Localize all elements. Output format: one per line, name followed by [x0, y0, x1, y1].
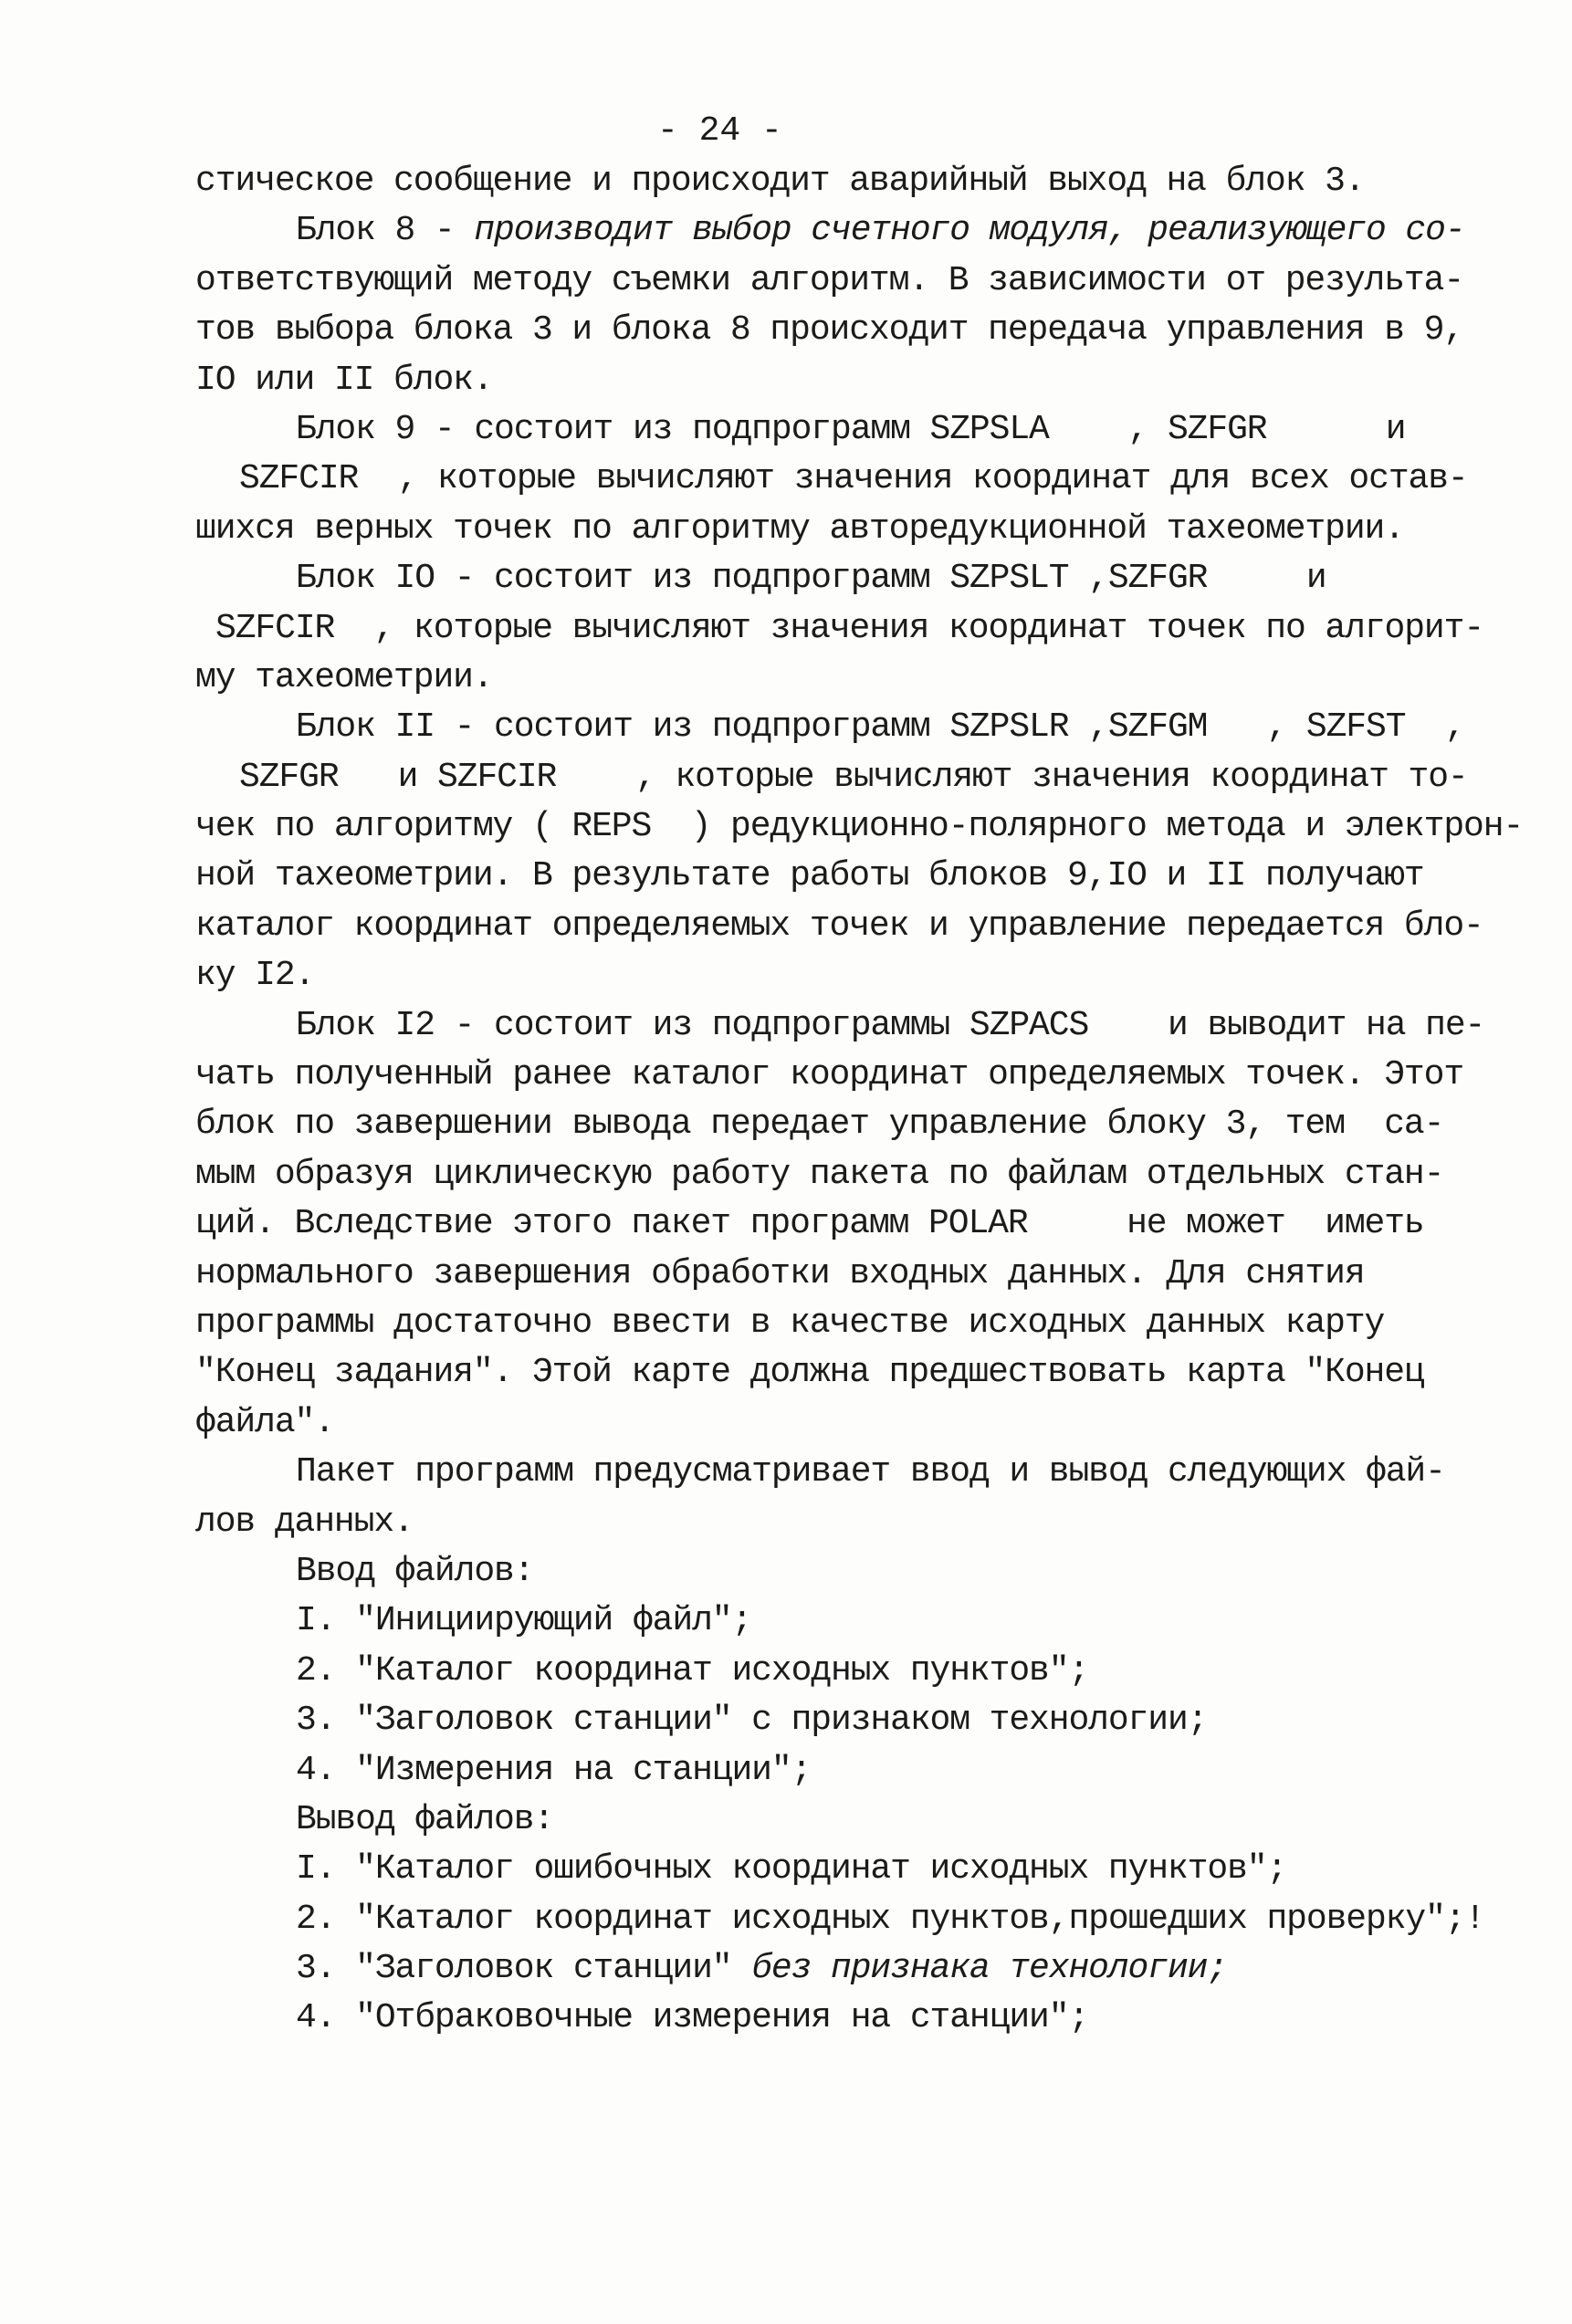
- text-line: SZFCIR , которые вычисляют значения координат точек по алгорит-: [215, 608, 1484, 648]
- text-line: Блок II - состоит из подпрограмм SZPSLR ,SZFGM , SZFST ,: [296, 707, 1465, 748]
- text-line: SZFGR и SZFCIR , которые вычисляют значения координат то-: [239, 757, 1468, 797]
- text-line: чать полученный ранее каталог координат определяемых точек. Этот: [195, 1055, 1464, 1095]
- text-line: нормального завершения обработки входных данных. Для снятия: [195, 1253, 1365, 1293]
- text-line: ку I2.: [195, 956, 315, 996]
- list-item: I. "Инициирующий файл";: [296, 1601, 752, 1641]
- list-item: 2. "Каталог координат исходных пунктов";: [296, 1650, 1089, 1691]
- list-item: 3. "Заголовок станции" с признаком технологии;: [296, 1701, 1208, 1741]
- text-line: стическое сообщение и происходит аварийный выход на блок 3.: [195, 162, 1365, 201]
- list-item: 4. "Измерения на станции";: [296, 1750, 812, 1790]
- text-line: тов выбора блока 3 и блока 8 происходит передача управления в 9,: [195, 310, 1464, 351]
- text-line: программы достаточно ввести в качестве исходных данных карту: [195, 1303, 1385, 1343]
- text-line: ной тахеометрии. В результате работы блоков 9,IO и II получают: [195, 856, 1424, 896]
- text-line: мым образуя циклическую работу пакета по файлам отдельных стан-: [195, 1154, 1444, 1194]
- text-line: [195, 206, 1473, 256]
- document-body: [195, 157, 1524, 2044]
- text-line: чек по алгоритму ( REPS ) редукционно-полярного метода и электрон-: [195, 807, 1524, 847]
- list-heading: Ввод файлов:: [296, 1551, 534, 1591]
- text-line: файла".: [195, 1402, 334, 1442]
- text-line: Блок IO - состоит из подпрограмм SZPSLT ,SZFGR и: [296, 559, 1326, 599]
- text-line: Блок 9 - состоит из подпрограмм SZPSLA , SZFGR и: [296, 409, 1406, 449]
- list-heading: Вывод файлов:: [296, 1799, 554, 1839]
- text-line: Пакет программ предусматривает ввод и вывод следующих фай-: [296, 1452, 1445, 1492]
- text-line: ответствующий методу съемки алгоритм. В зависимости от результа-: [195, 260, 1464, 300]
- text-line: IO или II блок.: [195, 360, 493, 400]
- italic-fragment: без признака технологии;: [751, 1949, 1228, 1989]
- list-item: 2. "Каталог координат исходных пунктов,прошедших проверку";!: [296, 1899, 1485, 1939]
- text-line: каталог координат определяемых точек и управление передается бло-: [195, 906, 1483, 946]
- text-line: Блок I2 - состоит из подпрограммы SZPACS и выводит на пе-: [296, 1005, 1485, 1045]
- text-line: SZFCIR , которые вычисляют значения координат для всех остав-: [239, 459, 1468, 499]
- page-number: - 24 -: [657, 111, 782, 151]
- text-fragment: 3. "Заголовок станции": [296, 1949, 752, 1989]
- list-item: [195, 1944, 1473, 1994]
- text-line: "Конец задания". Этой карте должна предшествовать карта "Конец: [195, 1353, 1424, 1393]
- text-line: ций. Вследствие этого пакет программ POLAR не может иметь: [195, 1204, 1424, 1244]
- list-item: 4. "Отбраковочные измерения на станции";: [296, 1998, 1089, 2038]
- italic-fragment: производит выбор счетного модуля, реализующего со-: [474, 211, 1465, 251]
- text-line: му тахеометрии.: [195, 657, 493, 697]
- text-line: лов данных.: [195, 1502, 414, 1542]
- text-line: блок по завершении вывода передает управление блоку 3, тем са-: [195, 1104, 1444, 1145]
- text-fragment: Блок 8 -: [296, 211, 475, 251]
- text-line: шихся верных точек по алгоритму авторедукционной тахеометрии.: [195, 508, 1404, 549]
- list-item: I. "Каталог ошибочных координат исходных пунктов";: [296, 1849, 1287, 1890]
